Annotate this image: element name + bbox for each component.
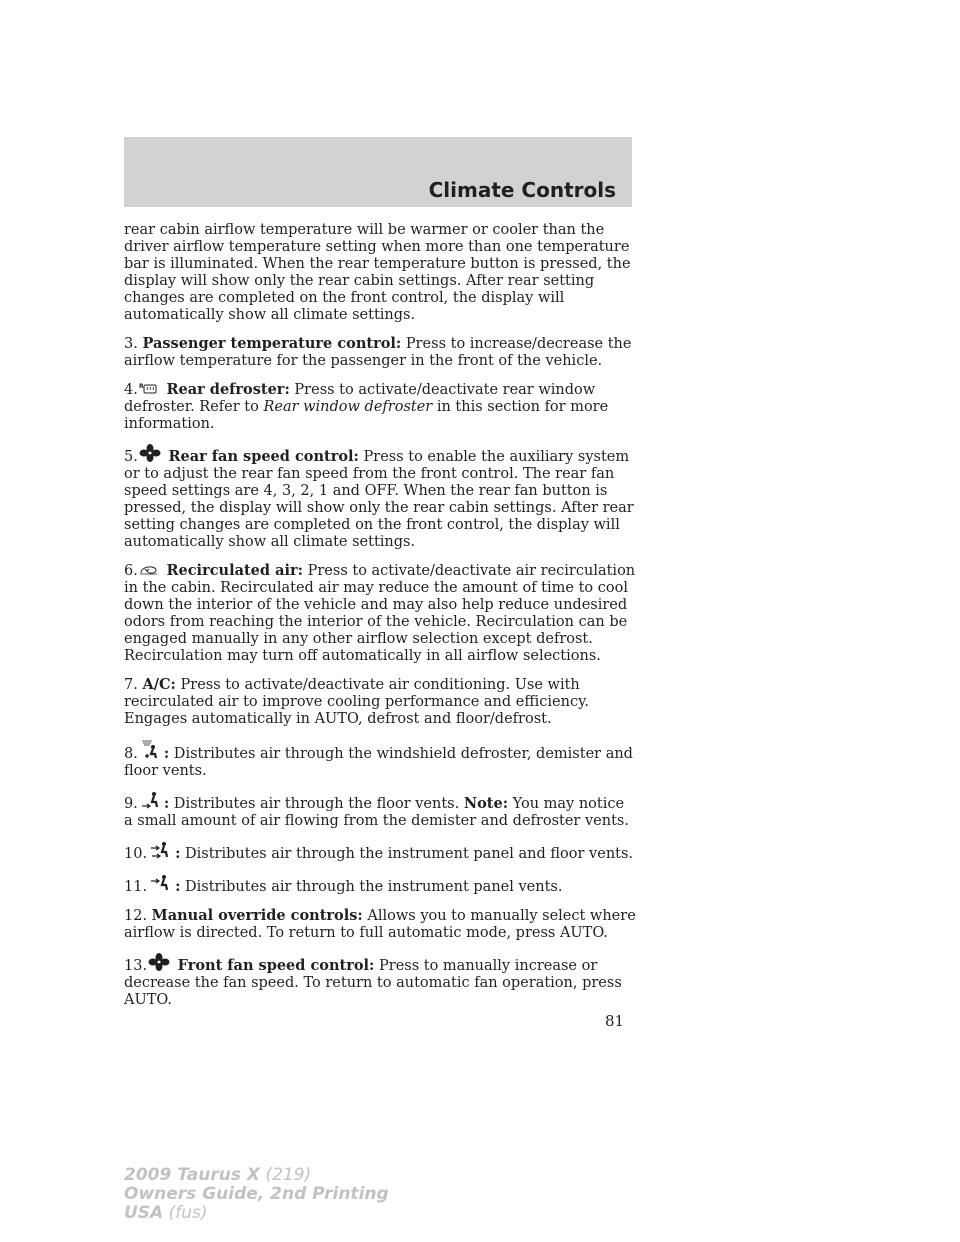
item-windshield-floor: 8. : Distributes air through the windshield defroster, demister and floor vents.: [124, 739, 636, 780]
item-label: Front fan speed control:: [177, 957, 375, 974]
panel-floor-icon: [148, 841, 172, 859]
recirculate-icon: [139, 564, 159, 576]
note-label: Note:: [463, 795, 509, 812]
item-passenger-temperature: 3. Passenger temperature control: Press to increase/decrease the airflow temperature for the passenger in the front of the vehicle.: [124, 335, 632, 369]
item-label: :: [163, 795, 170, 812]
fan-icon: [139, 444, 161, 462]
fan-icon: [148, 953, 170, 971]
windshield-floor-icon: [139, 739, 161, 759]
item-rear-fan-speed: 5. Rear fan speed control: Press to enable the auxiliary system or to adjust the rear fan speed from the front control. The rear fan speed settings are 4, 3, 2, 1 and OFF. When the rear fan button is pressed, the display will show only the rear cabin settings. After rear setting changes are completed on the front control, the display will automatically show all climate settings.: [124, 444, 636, 551]
item-label: Recirculated air:: [166, 562, 303, 579]
item-ac: 7. A/C: Press to activate/deactivate air conditioning. Use with recirculated air to improve cooling performance and efficiency. Engages automatically in AUTO, defrost and floor/defrost.: [124, 676, 589, 727]
item-label: Manual override controls:: [151, 907, 363, 924]
item-label: :: [175, 845, 181, 862]
footer-watermark: [124, 1166, 389, 1223]
page-number: 81: [605, 1012, 625, 1030]
footer-line-2: Owners Guide, 2nd Printing: [124, 1184, 389, 1204]
item-rear-defroster: 4. R Rear defroster: Press to activate/deactivate rear window defroster. Refer to Rear window defroster in this section for more information.: [124, 381, 609, 432]
item-panel-vents: 11. : Distributes air through the instrument panel vents.: [124, 874, 636, 896]
panel-vent-icon: [148, 874, 172, 892]
rear-defrost-icon: [139, 382, 159, 395]
item-label: Rear fan speed control:: [168, 448, 359, 465]
item-label: :: [163, 745, 170, 762]
item-label: Passenger temperature control:: [142, 335, 402, 352]
footer-line-3: USA (fus): [124, 1203, 208, 1223]
floor-vent-icon: [139, 791, 161, 809]
page-content: [124, 222, 636, 1020]
svg-text:R: R: [138, 383, 144, 390]
item-recirculated-air: 6. Recirculated air: Press to activate/deactivate air recirculation in the cabin. Recirculated air may reduce the amount of time to cool down the interior of the vehicle and may also help reduce undesired odors from reaching the interior of the vehicle. Recirculation can be engaged manually in any other airflow selection except defrost. Recirculation may turn off automatically in all airflow selections.: [124, 562, 636, 664]
cross-reference: Rear window defroster: [263, 399, 433, 415]
paragraph-continuation: rear cabin airflow temperature will be warmer or cooler than the driver airflow temperature setting when more than one temperature bar is illuminated. When the rear temperature button is pressed, the display will show only the rear cabin settings. After rear setting changes are completed on the front control, the display will automatically show all climate settings.: [124, 222, 631, 323]
item-label: :: [175, 878, 181, 895]
section-header-bar: [124, 137, 632, 207]
item-panel-floor: 10. : Distributes air through the instrument panel and floor vents.: [124, 841, 636, 863]
item-label: Rear defroster:: [166, 381, 290, 398]
item-label: A/C:: [142, 676, 176, 693]
item-manual-override: 12. Manual override controls: Allows you to manually select where airflow is directed. To return to full automatic mode, press AUTO.: [124, 907, 636, 941]
item-front-fan-speed: 13. Front fan speed control: Press to manually increase or decrease the fan speed. To return to automatic fan operation, press AUTO.: [124, 953, 636, 1009]
section-title: Climate Controls: [428, 178, 616, 202]
footer-line-1: 2009 Taurus X (219): [124, 1165, 312, 1185]
item-floor-vents: 9. : Distributes air through the floor vents. Note: You may notice a small amount of air flowing from the demister and defroster vents.: [124, 791, 636, 830]
